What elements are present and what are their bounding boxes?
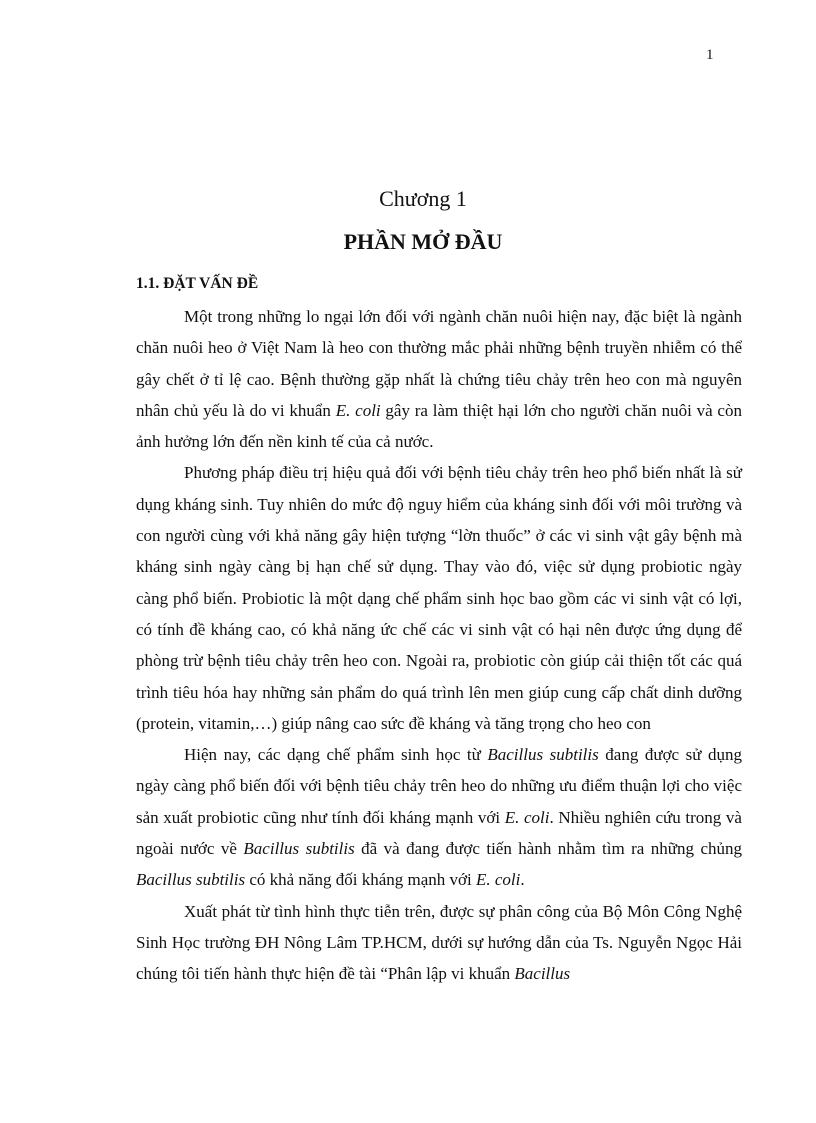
paragraph-text: đang được sử dụng ngày càng phổ biến đối với bệnh tiêu chảy trên heo do những ưu điểm thuận lợi cho việc sản xuất probiotic cũng như tính đối kháng mạnh với: [136, 745, 742, 827]
paragraph-text: Phương pháp điều trị hiệu quả đối với bệnh tiêu chảy trên heo phổ biến nhất là sử dụng kháng sinh. Tuy nhiên do mức độ nguy hiểm của kháng sinh đối với môi trường và con người cùng với khả năng gây hiện tượng “lờn thuốc” ở các vi sinh vật gây bệnh mà kháng sinh ngày càng bị hạn chế sử dụng. Thay vào đó, việc sử dụng probiotic ngày càng phổ biến. Probiotic là một dạng chế phẩm sinh học bao gồm các vi sinh vật có lợi, có tính đề kháng cao, có khả năng ức chế các vi sinh vật có hại nên được ứng dụng để phòng trừ bệnh tiêu chảy trên heo con. Ngoài ra, probiotic còn giúp cải thiện tốt các quá trình tiêu hóa hay những sản phẩm do quá trình lên men giúp cung cấp chất dinh dưỡng (protein, vitamin,…) giúp nâng cao sức đề kháng và tăng trọng cho heo con: [136, 463, 742, 733]
paragraph-text: Xuất phát từ tình hình thực tiễn trên, được sự phân công của Bộ Môn Công Nghệ Sinh Học trường ĐH Nông Lâm TP.HCM, dưới sự hướng dẫn của Ts. Nguyễn Ngọc Hải chúng tôi tiến hành thực hiện đề tài “Phân lập vi khuẩn: [136, 901, 742, 984]
italic-term: E. coli: [475, 870, 521, 890]
paragraph-1: [136, 301, 742, 457]
chapter-label: Chương 1: [379, 186, 467, 211]
italic-term: Bacillus subtilis: [487, 745, 599, 765]
italic-term: Bacillus: [514, 964, 571, 984]
italic-term: Bacillus subtilis: [136, 870, 246, 890]
paragraph-text: .: [520, 870, 525, 890]
paragraph-2: [136, 457, 742, 739]
section-heading: 1.1. ĐẶT VẤN ĐỀ: [136, 275, 259, 292]
paragraph-3: [136, 739, 742, 895]
italic-term: Bacillus subtilis: [243, 839, 355, 859]
paragraph-text: Hiện nay, các dạng chế phẩm sinh học từ: [184, 745, 488, 765]
paragraph-4: [136, 896, 742, 990]
body-text: [136, 301, 742, 990]
paragraph-text: có khả năng đối kháng mạnh với: [245, 870, 476, 890]
page-number: 1: [706, 47, 714, 63]
chapter-title: PHẦN MỞ ĐẦU: [343, 229, 503, 254]
italic-term: E. coli: [335, 400, 381, 420]
italic-term: E. coli: [504, 807, 550, 827]
paragraph-text: Một trong những lo ngại lớn đối với ngành chăn nuôi hiện nay, đặc biệt là ngành chăn nuôi heo ở Việt Nam là heo con thường mắc phải những bệnh truyền nhiễm có thể gây chết ở tỉ lệ cao. Bệnh thường gặp nhất là chứng tiêu chảy trên heo con mà nguyên nhân chủ yếu là do vi khuẩn: [136, 307, 742, 420]
paragraph-text: gây ra làm thiệt hại lớn cho người chăn nuôi và còn ảnh hưởng lớn đến nền kinh tế của cả nước.: [136, 400, 742, 452]
paragraph-text: đã và đang được tiến hành nhằm tìm ra những chủng: [354, 839, 742, 859]
paragraph-text: . Nhiều nghiên cứu trong và ngoài nước về: [136, 807, 742, 859]
